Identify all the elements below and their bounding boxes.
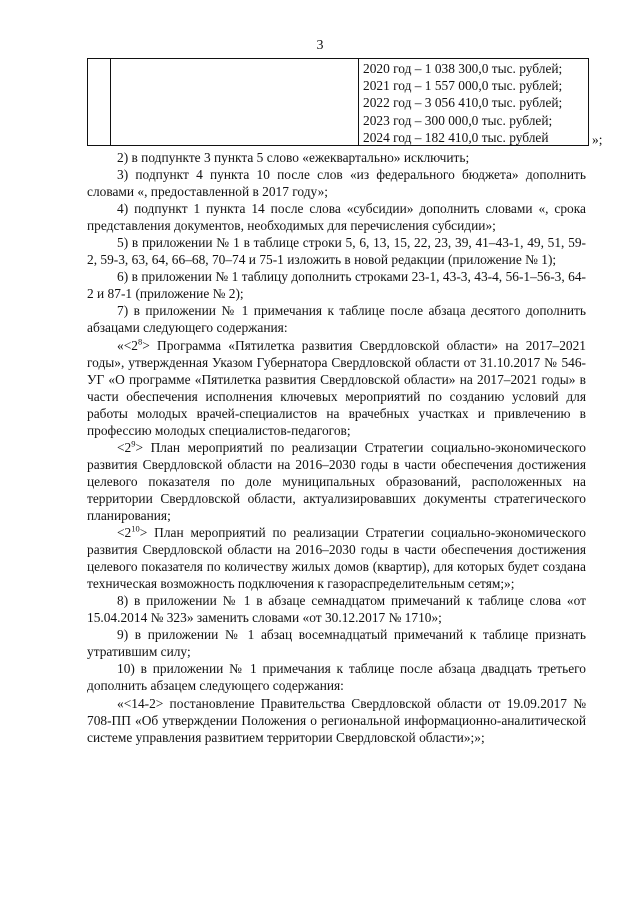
table-line: 2024 год – 182 410,0 тыс. рублей — [363, 129, 549, 145]
page-number: 3 — [316, 38, 324, 53]
table-line: 2022 год – 3 056 410,0 тыс. рублей; — [363, 95, 563, 111]
note-marker: <2 — [117, 525, 132, 541]
paragraph-item-6: 6) в приложении № 1 таблицу дополнить строками 23-1, 43-3, 43-4, 56-1–56-3, 64-2 и 87-1 (приложение № 2); — [87, 269, 586, 302]
paragraph-note-2-10 — [87, 524, 586, 592]
note-superscript: 10 — [131, 523, 140, 534]
paragraph-item-4: 4) подпункт 1 пункта 14 после слова «субсидии» дополнить словами «, срока представления документов, необходимых для перечисления субсидии»; — [87, 201, 586, 234]
note-text: > Программа «Пятилетка развития Свердловской области» на 2017–2021 годы», утвержденная Указом Губернатора Свердловской области от 31.10.2017 № 546-УГ «О программе «Пятилетка развития Свердловской области» на 2017–2021 годы» в части обеспечения исполнения ключевых мероприятий по созданию условий для работы молодых врачей-специалистов на врачебных участках и привлечению в профессию молодых специалистов-педагогов; — [87, 337, 586, 438]
table-line: 2020 год – 1 038 300,0 тыс. рублей; — [363, 61, 563, 76]
body-text — [87, 149, 586, 746]
table-cell-empty-2 — [110, 59, 359, 145]
paragraph-item-10: 10) в приложении № 1 примечания к таблице после абзаца двадцать третьего дополнить абзацем следующего содержания: — [87, 661, 586, 694]
table-line: 2023 год – 300 000,0 тыс. рублей; — [363, 112, 553, 128]
paragraph-note-2-8 — [87, 337, 586, 439]
paragraph-note-14-2: «<14-2> постановление Правительства Свердловской области от 19.09.2017 № 708-ПП «Об утверждении Положения о региональной информационно-аналитической системе управления развитием территории Свердловской области»;»; — [87, 695, 586, 745]
table-close-mark: »; — [592, 132, 603, 147]
paragraph-note-2-9 — [87, 439, 586, 524]
table-line: 2021 год – 1 557 000,0 тыс. рублей; — [363, 78, 563, 94]
note-marker: <2 — [117, 439, 132, 455]
note-superscript: 9 — [131, 438, 136, 449]
note-superscript: 8 — [137, 336, 143, 347]
note-text: > План мероприятий по реализации Стратегии социально-экономического развития Свердловской области на 2016–2030 годы в части обеспечения достижения целевого показателя по количеству жилых домов (квартир), для которых будет создана техническая возможность подключения к газораспределительным сетям;»; — [87, 525, 586, 592]
funding-table — [87, 58, 589, 146]
paragraph-item-5: 5) в приложении № 1 в таблице строки 5, 6, 13, 15, 22, 23, 39, 41–43-1, 49, 51, 59-2, 59-3, 63, 64, 66–68, 70–74 и 75-1 изложить в новой редакции (приложение № 1); — [87, 235, 586, 268]
note-marker: «<2 — [117, 337, 138, 353]
paragraph-item-7: 7) в приложении № 1 примечания к таблице после абзаца десятого дополнить абзацами следующего содержания: — [87, 303, 586, 336]
table-cell-empty-1 — [88, 59, 111, 145]
paragraph-item-2: 2) в подпункте 3 пункта 5 слово «ежеквартально» исключить; — [117, 150, 470, 165]
paragraph-item-8: 8) в приложении № 1 в абзаце семнадцатом примечаний к таблице слова «от 15.04.2014 № 323» заменить словами «от 30.12.2017 № 1710»; — [87, 593, 586, 626]
table-cell-amounts — [359, 60, 588, 146]
paragraph-item-9: 9) в приложении № 1 абзац восемнадцатый примечаний к таблице признать утратившим силу; — [87, 627, 586, 660]
note-text: > План мероприятий по реализации Стратегии социально-экономического развития Свердловской области на 2016–2030 годы в части обеспечения достижения целевого показателя по доле муниципальных образований, расположенных на территории Свердловской области, актуализировавших документы стратегического планирования; — [87, 439, 586, 523]
paragraph-item-3: 3) подпункт 4 пункта 10 после слов «из федерального бюджета» дополнить словами «, предоставленной в 2017 году»; — [87, 167, 586, 200]
